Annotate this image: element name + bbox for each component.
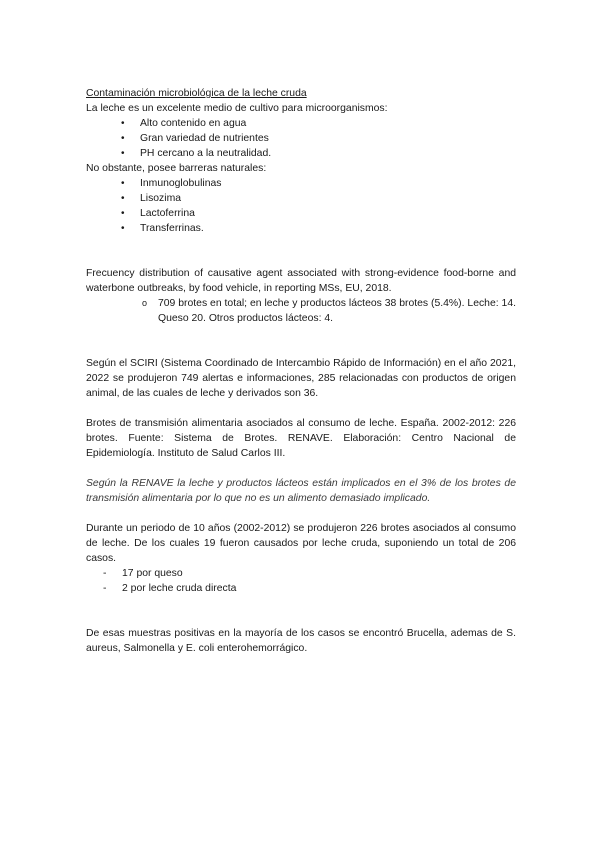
bullet-icon: • — [121, 178, 125, 189]
sciri-paragraph: Según el SCIRI (Sistema Coordinado de Intercambio Rápido de Información) en el año 2021, 2022 se produjeron 749 alertas e informaciones, 285 relacionadas con productos de origen animal, de las cuales de leche y derivados son 36. — [86, 358, 516, 399]
barriers-list — [86, 176, 516, 236]
eu-distribution-paragraph: Frecuency distribution of causative agent associated with strong-evidence food-borne and waterbone outbreaks, by food vehicle, in reporting MSs, EU, 2018. — [86, 268, 516, 294]
barriers-intro: No obstante, posee barreras naturales: — [86, 163, 267, 174]
renave-note-paragraph: Según la RENAVE la leche y productos lácteos están implicados en el 3% de los brotes de transmisión alimentaria por lo que no es un alimento demasiado implicado. — [86, 478, 516, 504]
bullet-icon: • — [121, 118, 125, 129]
list-item: • Gran variedad de nutrientes — [121, 133, 269, 144]
bullet-icon: • — [121, 208, 125, 219]
intro-text: La leche es un excelente medio de cultivo para microorganismos: — [86, 103, 388, 114]
bullet-icon: • — [121, 148, 125, 159]
renave-outbreaks-paragraph: Brotes de transmisión alimentaria asociados al consumo de leche. España. 2002-2012: 226 brotes. Fuente: Sistema de Brotes. RENAVE. Elaboración: Centro Nacional de Epidemiología. Instituto de Salud Carlos III. — [86, 418, 516, 459]
list-item: • PH cercano a la neutralidad. — [121, 148, 272, 159]
conclusion-paragraph: De esas muestras positivas en la mayoría de los casos se encontró Brucella, ademas de S. aureus, Salmonella y E. coli enterohemorrágico. — [86, 628, 516, 654]
list-item: • Transferrinas. — [121, 223, 204, 234]
list-item: - 2 por leche cruda directa — [103, 583, 237, 594]
reasons-list — [86, 116, 516, 161]
eu-sublist — [86, 296, 516, 326]
dash-icon: - — [103, 568, 107, 579]
section-title: Contaminación microbiológica de la leche cruda — [86, 88, 307, 99]
period-paragraph: Durante un periodo de 10 años (2002-2012) se produjeron 226 brotes asociados al consumo de leche. De los cuales 19 fueron causados por leche cruda, suponiendo un total de 206 casos. — [86, 523, 516, 564]
list-item: • Alto contenido en agua — [121, 118, 247, 129]
bullet-icon: • — [121, 193, 125, 204]
list-item: • Inmunoglobulinas — [121, 178, 222, 189]
list-item: - 17 por queso — [103, 568, 183, 579]
bullet-icon: • — [121, 133, 125, 144]
circle-bullet-icon: o — [142, 298, 148, 308]
list-item: o 709 brotes en total; en leche y productos lácteos 38 brotes (5.4%). Leche: 14. Queso 20. Otros productos lácteos: 4. — [142, 298, 516, 324]
document-page — [86, 86, 516, 656]
list-item: • Lisozima — [121, 193, 181, 204]
bullet-icon: • — [121, 223, 125, 234]
dash-icon: - — [103, 583, 107, 594]
cases-list — [86, 566, 516, 596]
list-item: • Lactoferrina — [121, 208, 195, 219]
